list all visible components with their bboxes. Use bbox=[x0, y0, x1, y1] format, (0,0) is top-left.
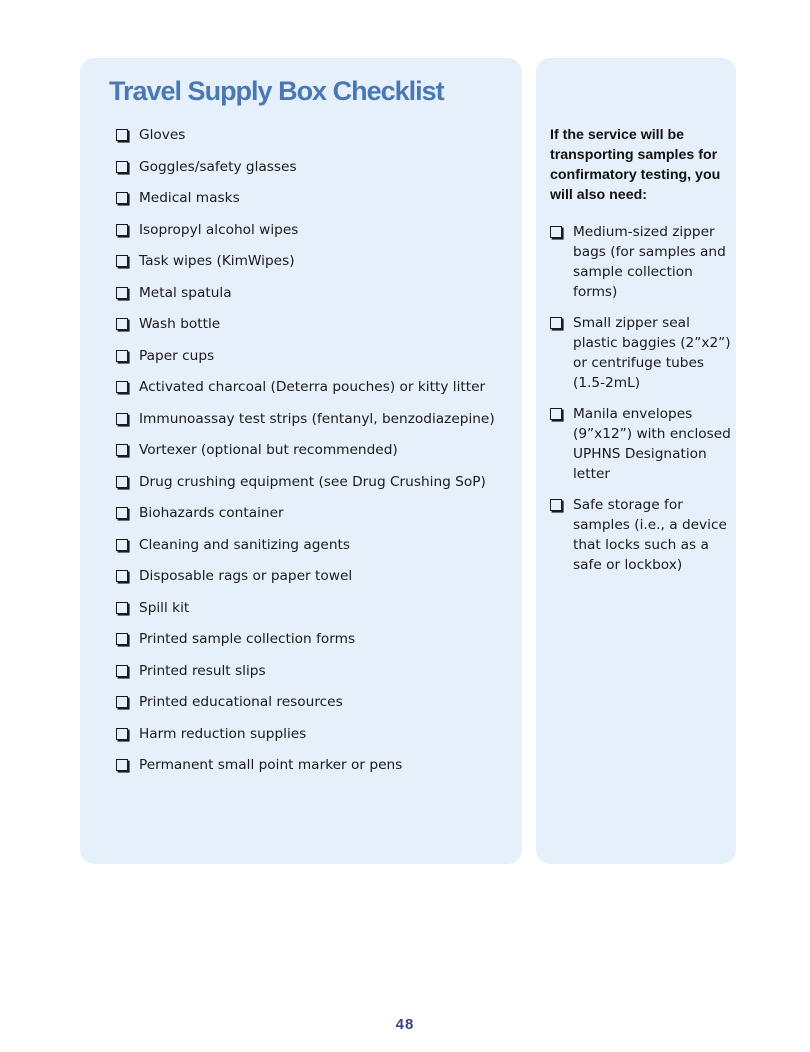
checkbox-icon bbox=[116, 129, 128, 141]
checklist-item-label: Wash bottle bbox=[139, 316, 221, 332]
checklist-item-label: Permanent small point marker or pens bbox=[139, 757, 403, 773]
checkbox-icon bbox=[116, 759, 128, 771]
checklist-item-label: Manila envelopes (9”x12”) with enclosed UPHNS Designation letter bbox=[573, 406, 731, 482]
checklist-item-label: Spill kit bbox=[139, 599, 190, 616]
checklist-item-label: Disposable rags or paper towel bbox=[139, 568, 353, 584]
checkbox-icon bbox=[116, 161, 128, 173]
checkbox-icon bbox=[116, 255, 128, 267]
checklist-item bbox=[116, 188, 516, 208]
checklist-item-label: Goggles/safety glasses bbox=[139, 158, 297, 175]
checklist-item-label: Printed educational resources bbox=[139, 694, 343, 710]
checklist-item-label: Vortexer (optional but recommended) bbox=[139, 442, 398, 458]
checklist-item bbox=[550, 495, 732, 575]
checkbox-icon bbox=[116, 696, 128, 708]
checkbox-icon bbox=[116, 444, 128, 456]
checkbox-icon bbox=[116, 192, 128, 204]
checkbox-icon bbox=[550, 408, 562, 420]
checklist-item bbox=[116, 598, 516, 618]
checklist-item-label: Printed result slips bbox=[139, 662, 266, 679]
checklist-item-label: Activated charcoal (Deterra pouches) or kitty litter bbox=[139, 379, 486, 395]
checklist-item-label: Medical masks bbox=[139, 190, 240, 206]
checklist-item-label: Cleaning and sanitizing agents bbox=[139, 536, 351, 553]
confirmatory-testing-panel bbox=[536, 58, 736, 864]
page-number: 48 bbox=[395, 1016, 415, 1033]
page-title: Travel Supply Box Checklist bbox=[109, 76, 444, 106]
checklist-item bbox=[116, 346, 516, 366]
checkbox-icon bbox=[116, 665, 128, 677]
checkbox-icon bbox=[116, 318, 128, 330]
checkbox-icon bbox=[116, 350, 128, 362]
checkbox-icon bbox=[550, 317, 562, 329]
checklist-item bbox=[116, 409, 516, 429]
checkbox-icon bbox=[116, 381, 128, 393]
checkbox-icon bbox=[116, 224, 128, 236]
checklist-item-label: Paper cups bbox=[139, 347, 215, 364]
confirmatory-checklist bbox=[550, 222, 732, 586]
checklist-item bbox=[116, 566, 516, 586]
main-checklist bbox=[116, 125, 516, 787]
checklist-item bbox=[550, 222, 732, 302]
checkbox-icon bbox=[116, 287, 128, 299]
checklist-item bbox=[116, 440, 516, 460]
checklist-item bbox=[550, 404, 732, 484]
checklist-item bbox=[116, 629, 516, 649]
checklist-item-label: Small zipper seal plastic baggies (2”x2”) or centrifuge tubes (1.5-2mL) bbox=[573, 315, 731, 391]
checkbox-icon bbox=[116, 728, 128, 740]
checklist-item-label: Safe storage for samples (i.e., a device that locks such as a safe or lockbox) bbox=[573, 497, 727, 573]
checklist-panel bbox=[80, 58, 522, 864]
confirmatory-testing-intro: If the service will be transporting samples for confirmatory testing, you will also need: bbox=[550, 127, 721, 203]
checklist-item bbox=[116, 755, 516, 775]
checklist-item bbox=[116, 157, 516, 177]
checklist-item-label: Drug crushing equipment (see Drug Crushing SoP) bbox=[139, 473, 486, 490]
checklist-item-label: Medium-sized zipper bags (for samples and sample collection forms) bbox=[573, 224, 726, 300]
checklist-item-label: Immunoassay test strips (fentanyl, benzodiazepine) bbox=[139, 410, 495, 427]
checkbox-icon bbox=[550, 499, 562, 511]
checkbox-icon bbox=[550, 226, 562, 238]
checkbox-icon bbox=[116, 633, 128, 645]
checklist-item bbox=[116, 125, 516, 145]
checkbox-icon bbox=[116, 602, 128, 614]
checkbox-icon bbox=[116, 570, 128, 582]
checklist-item bbox=[116, 535, 516, 555]
checklist-item bbox=[116, 661, 516, 681]
checklist-item bbox=[116, 314, 516, 334]
checklist-item-label: Biohazards container bbox=[139, 505, 284, 521]
checklist-item bbox=[116, 220, 516, 240]
checklist-item-label: Isopropyl alcohol wipes bbox=[139, 221, 299, 238]
checklist-item bbox=[116, 692, 516, 712]
checklist-item bbox=[116, 724, 516, 744]
checklist-item bbox=[116, 283, 516, 303]
checklist-item-label: Printed sample collection forms bbox=[139, 631, 356, 647]
checklist-item-label: Task wipes (KimWipes) bbox=[139, 253, 295, 269]
checkbox-icon bbox=[116, 539, 128, 551]
checkbox-icon bbox=[116, 476, 128, 488]
checklist-item bbox=[116, 503, 516, 523]
checklist-item-label: Metal spatula bbox=[139, 284, 232, 301]
checklist-item bbox=[116, 377, 516, 397]
checklist-item bbox=[550, 313, 732, 393]
checklist-item bbox=[116, 472, 516, 492]
checkbox-icon bbox=[116, 507, 128, 519]
checklist-item-label: Gloves bbox=[139, 127, 186, 143]
checkbox-icon bbox=[116, 413, 128, 425]
checklist-item bbox=[116, 251, 516, 271]
checklist-item-label: Harm reduction supplies bbox=[139, 725, 307, 742]
